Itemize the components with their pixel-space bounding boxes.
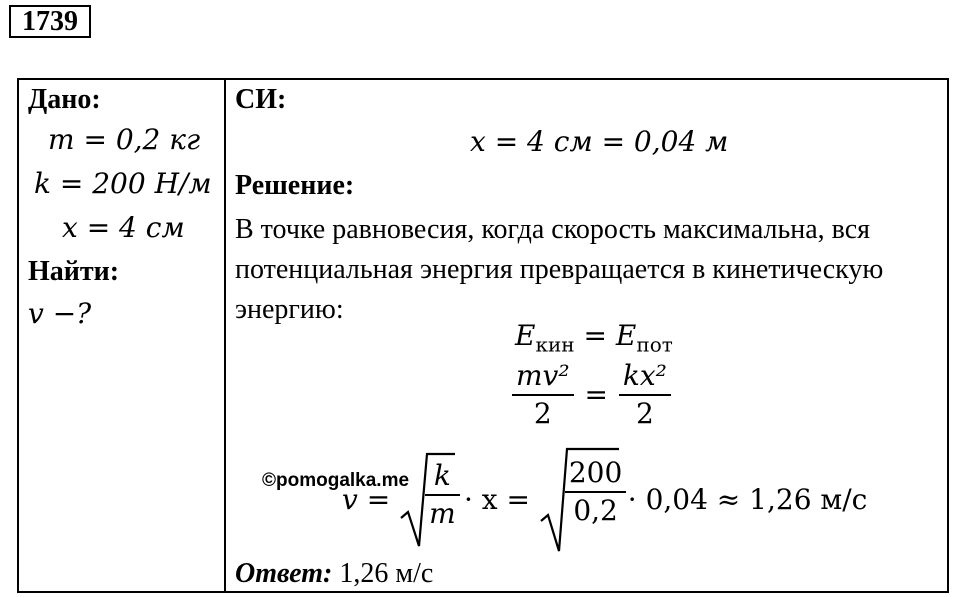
velocity-mid: · x = [464,483,530,516]
k-over-m-fraction [425,458,460,532]
potential-fraction [619,358,671,432]
kinetic-numerator: mv² [512,358,574,396]
answer-label: Ответ: [235,558,333,589]
given-mass: m = 0,2 кг [48,123,201,156]
find-quantity: v −? [28,297,92,330]
problem-number: 1739 [9,5,91,38]
potential-subscript: пот [636,332,673,357]
kinetic-fraction [512,358,574,432]
velocity-equation [342,445,867,555]
k-numerator: k [425,458,460,496]
given-heading: Дано: [28,84,101,115]
given-stiffness: k = 200 Н/м [34,167,212,200]
numeric-fraction [565,455,626,529]
sqrt-k-over-m [399,450,455,550]
potential-numerator: kx² [619,358,671,396]
given-displacement: x = 4 см [62,211,185,244]
watermark: ©pomogalka.me [262,470,410,491]
energy-fraction-equation: $\frac{\text{mv²}}{2}$ = $\frac{\text{kx²}}{2}$ [510,358,673,432]
solution-heading: Решение: [235,170,355,201]
kinetic-energy-symbol: E [515,319,536,352]
energy-equality: $E_{кин} = E_{пот}$ [515,319,673,357]
velocity-lhs: v = [342,483,391,516]
find-heading: Найти: [28,256,120,287]
sqrt-numeric [539,445,623,555]
si-conversion: x = 4 см = 0,04 м [470,125,729,158]
m-denominator: m [429,497,456,530]
numeric-denominator: 0,2 [573,494,618,527]
column-divider [224,78,226,593]
si-heading: СИ: [235,84,287,115]
potential-denominator: 2 [635,397,654,430]
solution-text: В точке равновесия, когда скорость максимальна, вся потенциальная энергия превращается в кинетическую энергию: [235,214,884,325]
kinetic-denominator: 2 [533,397,552,430]
kinetic-subscript: кин [535,332,575,357]
numeric-numerator: 200 [565,455,626,493]
answer-value: 1,26 м/с [339,558,434,589]
velocity-result: · 0,04 ≈ 1,26 м/с [627,483,868,516]
potential-energy-symbol: E [615,319,637,352]
answer-line [235,558,433,590]
